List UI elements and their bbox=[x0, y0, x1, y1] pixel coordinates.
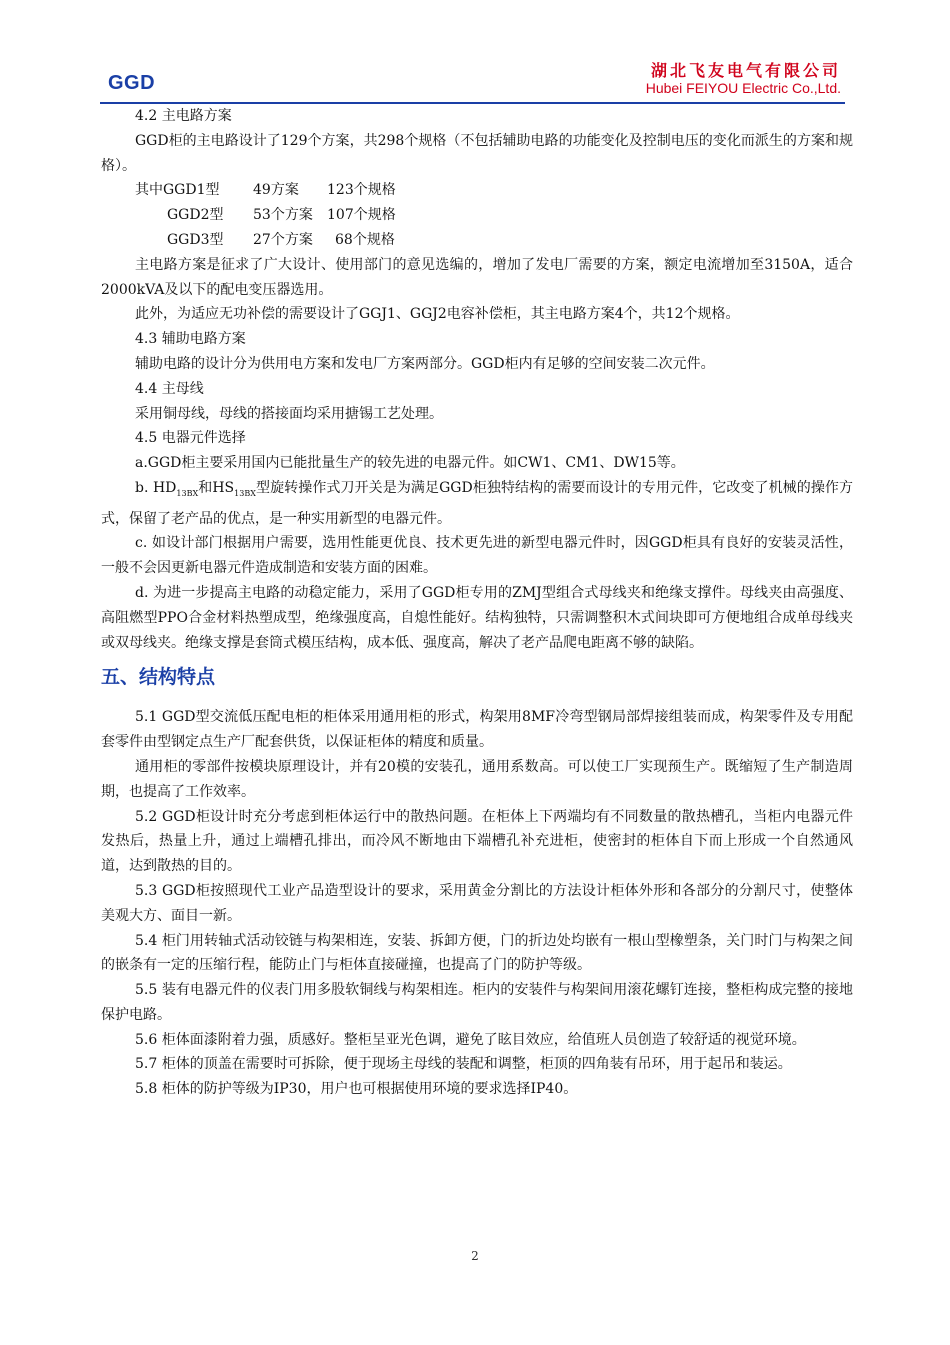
paragraph: a.GGD柜主要采用国内已能批量生产的较先进的电器元件。如CW1、CM1、DW15等。 bbox=[135, 455, 685, 472]
paragraph: 采用铜母线，母线的搭接面均采用搪锡工艺处理。 bbox=[135, 405, 443, 422]
company-name-cn: 湖北飞友电气有限公司 bbox=[650, 61, 841, 80]
paragraph bbox=[101, 476, 853, 531]
scheme-type: GGD1型 bbox=[163, 182, 220, 199]
text-run: 和HS bbox=[198, 479, 235, 496]
page-number: 2 bbox=[471, 1249, 479, 1263]
scheme-row bbox=[101, 203, 853, 228]
scheme-count: 27个方案 bbox=[253, 231, 313, 248]
paragraph: 5.6 柜体面漆附着力强，质感好。整柜呈亚光色调，避免了眩目效应，给值班人员创造了较舒适的视觉环境。 bbox=[135, 1031, 806, 1048]
chapter-heading: 五、结构特点 bbox=[101, 666, 216, 689]
spec-count: 107个规格 bbox=[327, 207, 396, 224]
page-header bbox=[100, 58, 845, 102]
scheme-count: 49方案 bbox=[253, 182, 299, 199]
paragraph: 通用柜的零部件按模块原理设计，并有20模的安装孔，通用系数高。可以使工厂实现预生产。既缩短了生产制造周期，也提高了工作效率。 bbox=[101, 758, 853, 800]
paragraph: 5.3 GGD柜按照现代工业产品造型设计的要求，采用黄金分割比的方法设计柜体外形和各部分的分割尺寸，使整体美观大方、面目一新。 bbox=[101, 882, 853, 924]
subscript: 13BX bbox=[234, 488, 256, 498]
spec-count: 68个规格 bbox=[335, 231, 395, 248]
text-run: b. HD bbox=[135, 479, 177, 496]
paragraph: 5.7 柜体的顶盖在需要时可拆除，便于现场主母线的装配和调整，柜顶的四角装有吊环，用于起吊和装运。 bbox=[135, 1056, 792, 1073]
scheme-type: GGD3型 bbox=[167, 231, 224, 248]
paragraph: GGD柜的主电路设计了129个方案，共298个规格（不包括辅助电路的功能变化及控制电压的变化而派生的方案和规格）。 bbox=[101, 132, 853, 174]
paragraph: 5.2 GGD柜设计时充分考虑到柜体运行中的散热问题。在柜体上下两端均有不同数量的散热槽孔，当柜内电器元件发热后，热量上升，通过上端槽孔排出，而冷风不断地由下端槽孔补充进柜，使密封的柜体自下而上形成一个自然通风道，达到散热的目的。 bbox=[101, 808, 853, 875]
document-body bbox=[101, 104, 853, 1102]
paragraph: c. 如设计部门根据用户需要，选用性能更优良、技术更先进的新型电器元件时，因GGD柜具有良好的安装灵活性，一般不会因更新电器元件造成制造和安装方面的困难。 bbox=[101, 535, 853, 577]
paragraph: 5.4 柜门用转轴式活动铰链与构架相连，安装、拆卸方便，门的折边处均嵌有一根山型橡塑条，关门时门与构架之间的嵌条有一定的压缩行程，能防止门与柜体直接碰撞，也提高了门的防护等级。 bbox=[101, 932, 853, 974]
section-heading-4-3: 4.3 辅助电路方案 bbox=[135, 331, 246, 348]
paragraph: 5.5 装有电器元件的仪表门用多股软铜线与构架相连。柜内的安装件与构架间用滚花螺钉连接，整柜构成完整的接地保护电路。 bbox=[101, 982, 853, 1023]
scheme-count: 53个方案 bbox=[253, 207, 313, 224]
scheme-type: GGD2型 bbox=[167, 207, 224, 224]
section-heading-4-2: 4.2 主电路方案 bbox=[135, 108, 232, 124]
paragraph: 5.1 GGD型交流低压配电柜的柜体采用通用柜的形式，构架用8MF冷弯型钢局部焊接组装而成，构架零件及专用配套零件由型钢定点生产厂配套供货，以保证柜体的精度和质量。 bbox=[101, 709, 853, 751]
spec-count: 123个规格 bbox=[327, 182, 396, 199]
logo-text: GGD bbox=[108, 72, 156, 94]
scheme-lead: 其中 bbox=[135, 182, 163, 199]
text-run: 型旋转操作式刀开关是为满足GGD柜独特结构的需要而设计的专用元件，它改变了机械的操作方式，保留了老产品的优点，是一种实用新型的电器元件。 bbox=[101, 479, 854, 527]
section-heading-4-5: 4.5 电器元件选择 bbox=[135, 430, 246, 447]
subscript: 13BX bbox=[176, 488, 199, 498]
paragraph: 此外，为适应无功补偿的需要设计了GGJ1、GGJ2电容补偿柜，其主电路方案4个，共12个规格。 bbox=[135, 306, 740, 323]
scheme-row bbox=[101, 178, 853, 203]
section-heading-4-4: 4.4 主母线 bbox=[135, 380, 204, 397]
paragraph: d. 为进一步提高主电路的动稳定能力，采用了GGD柜专用的ZMJ型组合式母线夹和绝缘支撑件。母线夹由高强度、高阻燃型PPO合金材料热塑成型，绝缘强度高，自熄性能好。结构独特，只需调整积木式间块即可方便地组合成单母线夹或双母线夹。绝缘支撑是套筒式模压结构，成本低、强度高，解决了老产品爬电距离不够的缺陷。 bbox=[101, 584, 853, 651]
paragraph: 5.8 柜体的防护等级为IP30，用户也可根据使用环境的要求选择IP40。 bbox=[135, 1081, 578, 1098]
paragraph: 主电路方案是征求了广大设计、使用部门的意见选编的，增加了发电厂需要的方案，额定电流增加至3150A，适合2000kVA及以下的配电变压器选用。 bbox=[101, 256, 853, 298]
paragraph: 辅助电路的设计分为供用电方案和发电厂方案两部分。GGD柜内有足够的空间安装二次元件。 bbox=[135, 355, 715, 372]
scheme-row bbox=[101, 228, 853, 253]
company-name-en: Hubei FEIYOU Electric Co.,Ltd. bbox=[645, 80, 841, 96]
